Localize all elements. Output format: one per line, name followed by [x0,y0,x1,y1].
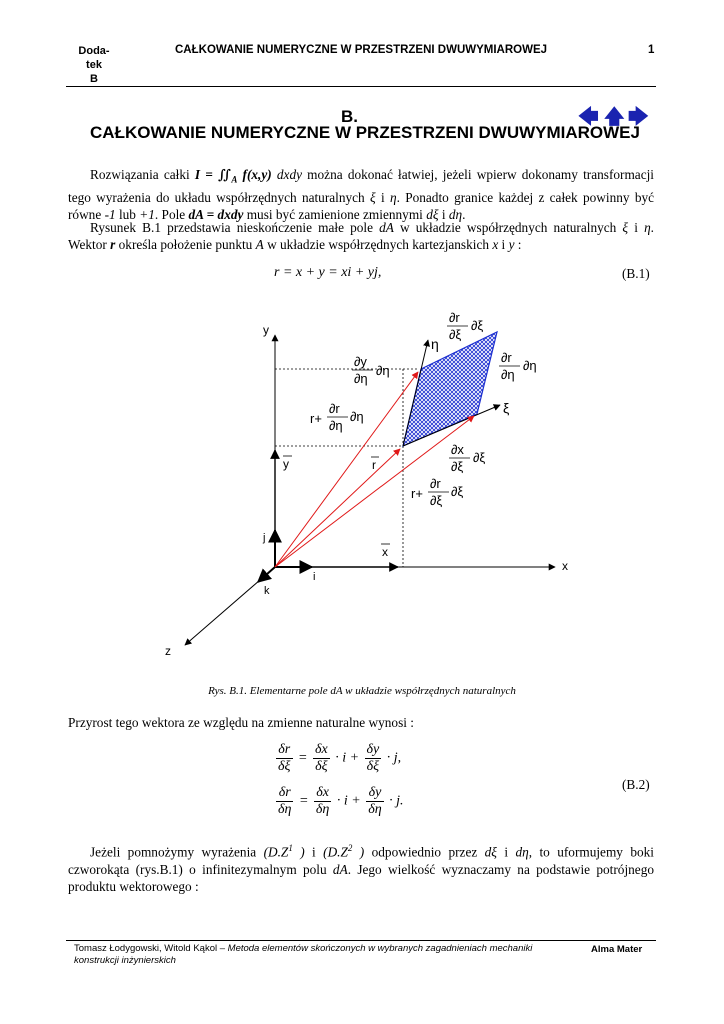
svg-text:r+: r+ [310,411,322,426]
unit-vector-k [258,567,275,582]
svg-text:∂r: ∂r [501,350,512,365]
svg-text:∂ξ: ∂ξ [471,318,484,333]
footer-citation: Tomasz Łodygowski, Witold Kąkol – Metoda elementów skończonych w wybranych zagadnieniach mechaniki konstrukcji inżynierskich [74,943,533,966]
label-dr-dxi-top [447,310,483,342]
equation-b1: r = x + y = xi + yj, [274,265,382,280]
svg-text:r+: r+ [411,486,423,501]
svg-text:∂η: ∂η [523,358,537,373]
equation-b2-line1: $\frac{\delta r}{\delta\xi}$ = $\frac{\delta x}{\delta\xi}$ · i + $\frac{\delta y}{\delta\xi}$ · j, [278,742,402,774]
appendix-label [74,44,114,86]
equation-b2-number: (B.2) [622,777,650,792]
equation-b2-line2: $\frac{\delta r}{\delta\eta}$ = $\frac{\delta x}{\delta\eta}$ · i + $\frac{\delta y}{\delta\eta}$ · j. [278,785,404,817]
appendix-label-line1: Doda- [78,45,110,57]
vector-r-plus-deta [275,372,418,567]
appendix-label-line2: tek [86,59,102,71]
paragraph-intro: Rozwiązania całki $I = ∬_A$ f(x,y) dxdy można dokonać łatwiej, jeżeli wpierw dokonamy transformacji tego wyrażenia do układu współrzędnych naturalnych ξ i η. Ponadto granice każdej z całek powinny być równe -1 lub +1. Pole dA = dxdy musi być zamienione zmiennymi dξ i dη. [68,167,655,223]
nav-up-arrow-icon[interactable]: 🡅 [604,104,625,128]
label-dr-deta-right [499,350,537,382]
label-x: x [562,559,568,573]
svg-text:∂ξ: ∂ξ [449,327,462,342]
svg-text:∂ξ: ∂ξ [451,459,464,474]
section-number: B. [341,107,358,126]
label-x-vector: x [382,545,388,559]
svg-text:∂r: ∂r [449,310,460,325]
equation-b1-number: (B.1) [622,266,650,281]
svg-text:∂η: ∂η [354,371,368,386]
figure-natural-coordinates [0,300,724,700]
figure-caption: Rys. B.1. Elementarne pole dA w układzie współrzędnych naturalnych [208,685,516,697]
footer-publisher: Alma Mater [591,944,643,955]
svg-text:∂r: ∂r [430,476,441,491]
label-z: z [165,644,171,658]
footer-divider [66,940,656,941]
paragraph-figure-intro: Rysunek B.1 przedstawia nieskończenie małe pole dA w układzie współrzędnych naturalnych ξ i η. Wektor r określa położenie punktu A w układzie współrzędnych kartezjanskich x i y : [68,220,654,253]
area-element-dA [403,332,497,446]
nav-next-arrow-icon[interactable]: 🡆 [628,104,649,128]
label-dy-deta [352,354,390,386]
svg-text:∂η: ∂η [376,363,390,378]
label-y: y [263,323,269,337]
vector-r-plus-dxi [275,416,474,567]
appendix-label-line3: B [90,73,98,85]
svg-text:∂ξ: ∂ξ [451,484,464,499]
svg-text:∂η: ∂η [329,418,343,433]
paragraph-increment: Przyrost tego wektora ze względu na zmienne naturalne wynosi : [68,715,414,730]
label-eta: η [431,336,439,352]
svg-text:∂y: ∂y [354,354,367,369]
nav-prev-arrow-icon[interactable]: 🡄 [578,104,599,128]
svg-text:∂η: ∂η [350,409,364,424]
section-title: CAŁKOWANIE NUMERYCZNE W PRZESTRZENI DWUWYMIAROWEJ [90,123,640,142]
running-header-title: CAŁKOWANIE NUMERYCZNE W PRZESTRZENI DWUWYMIAROWEJ [175,44,548,56]
page-number: 1 [648,44,655,56]
label-r-plus-dr-deta [310,401,364,433]
svg-text:∂ξ: ∂ξ [473,450,486,465]
label-y-vector: y [283,457,289,471]
label-j: j [263,532,266,544]
paragraph-cross-product: Jeżeli pomnożymy wyrażenia ($D.Z^1$ ) i ($D.Z^2$ ) odpowiednio przez dξ i dη, to uformujemy boki czworokąta (rys.B.1) o infinitezymalnym polu dA. Jego wielkość wyznaczamy na podstawie potrójnego produktu wektorowego : [68,843,654,895]
svg-text:∂x: ∂x [451,442,464,457]
label-i: i [313,571,316,583]
label-r-plus-dr-dxi [411,476,463,508]
label-dx-dxi [449,442,485,474]
label-xi: ξ [503,400,510,416]
header-divider [66,86,656,87]
label-r-vector: r [372,458,376,472]
svg-text:∂r: ∂r [329,401,340,416]
svg-text:∂η: ∂η [501,367,515,382]
label-k: k [264,585,270,597]
svg-text:∂ξ: ∂ξ [430,493,443,508]
